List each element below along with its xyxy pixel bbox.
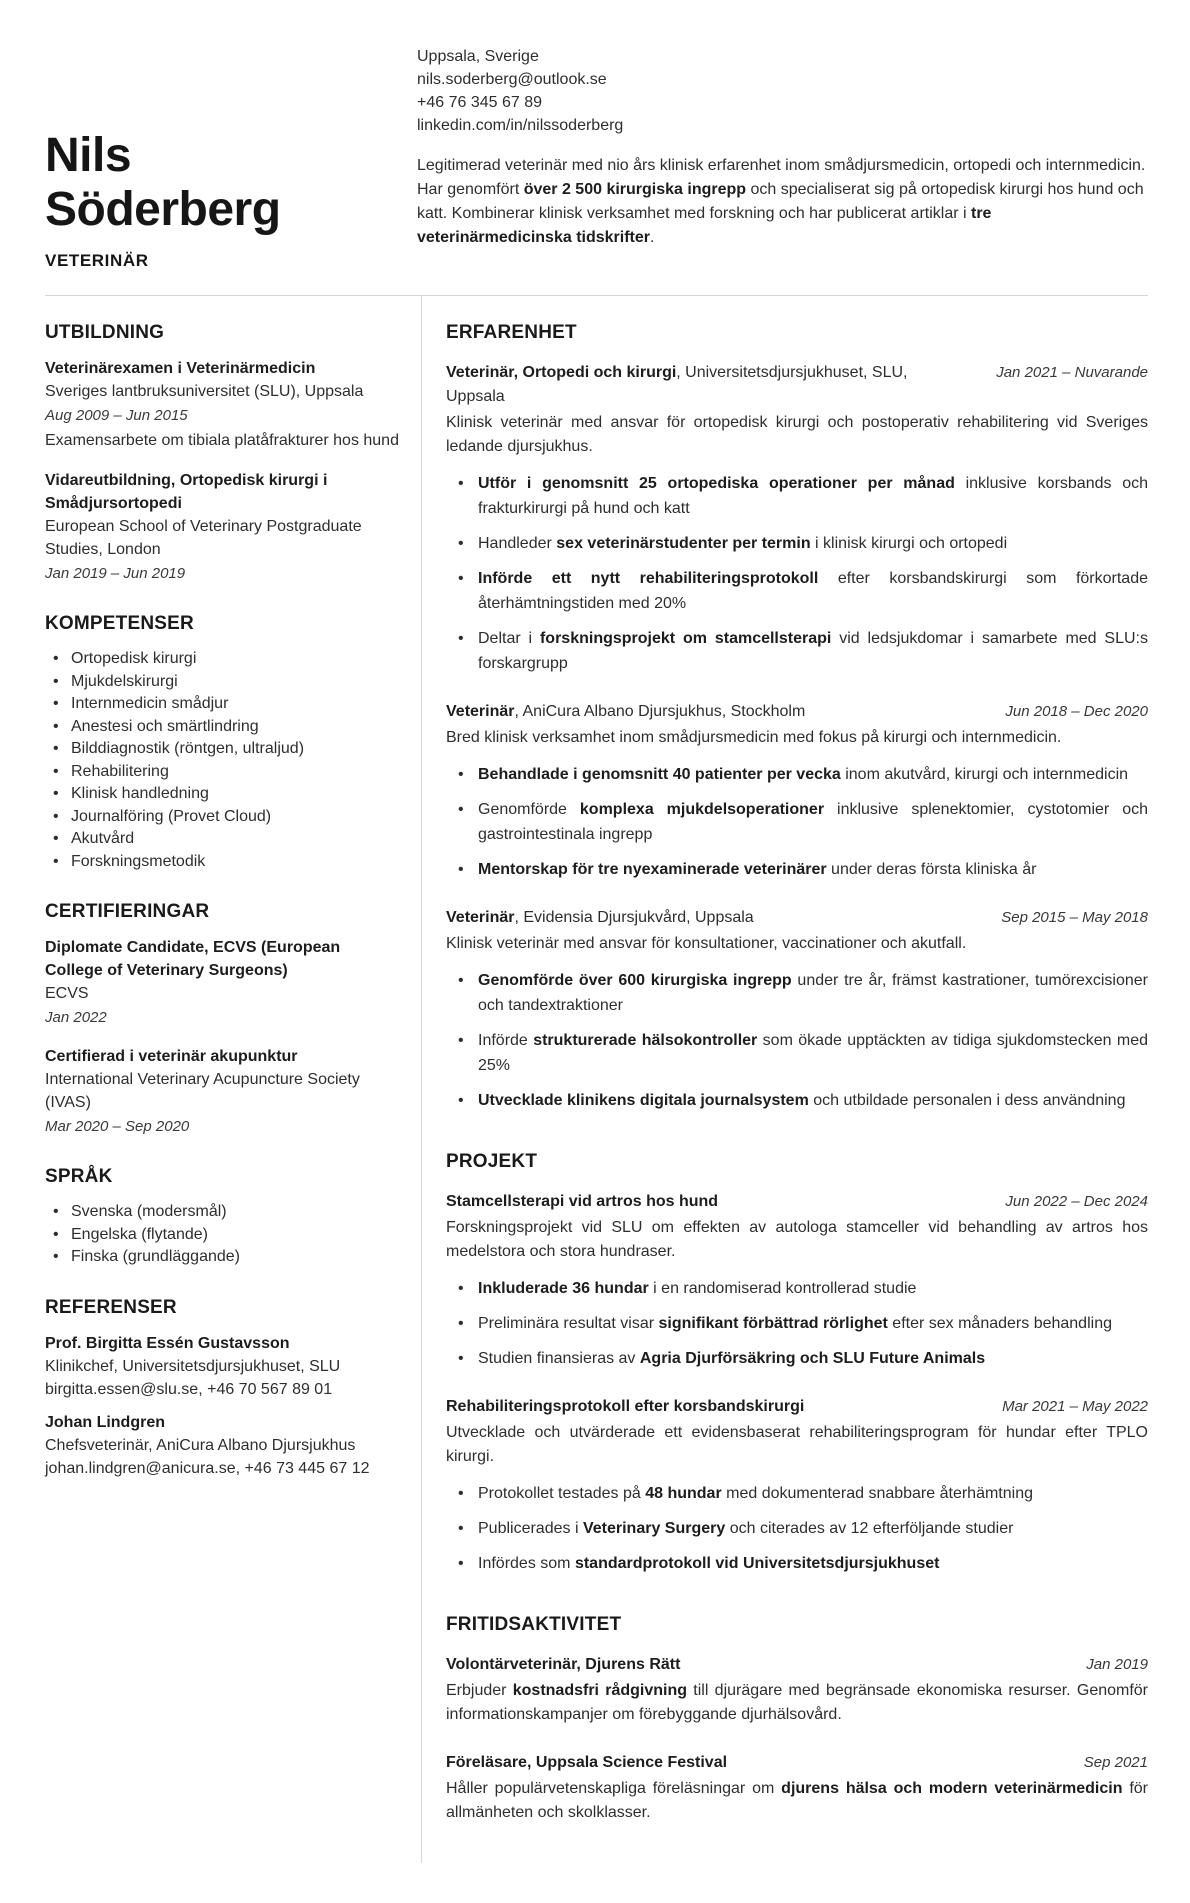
activity-date: Sep 2021: [1083, 1754, 1148, 1771]
contact-line: nils.soderberg@outlook.se: [417, 71, 607, 88]
activities-list: [446, 1653, 1148, 1825]
projects-heading: PROJEKT: [446, 1151, 538, 1172]
emphasis-text: Utför i genomsnitt 25 ortopediska operationer per månad: [478, 475, 955, 492]
section-languages: [45, 1166, 400, 1269]
experience-bullets: [446, 471, 1148, 676]
header-right: [417, 45, 1148, 271]
skill-item: • Akutvård: [45, 828, 400, 851]
education-date: Aug 2009 – Jun 2015: [45, 407, 188, 424]
bullet-item: [446, 1346, 1148, 1371]
plain-text: Preliminära resultat visar: [478, 1315, 659, 1332]
emphasis-text: Genomförde över 600 kirurgiska ingrepp: [478, 972, 792, 989]
experience-date: Jun 2018 – Dec 2020: [1005, 703, 1148, 720]
certification-title: Diplomate Candidate, ECVS (European College of Veterinary Surgeons): [45, 939, 341, 979]
plain-text: Studien finansieras av: [478, 1350, 640, 1367]
plain-text: inom akutvård, kirurgi och internmedicin: [840, 766, 1129, 783]
education-note: Examensarbete om tibiala platåfrakturer hos hund: [45, 432, 399, 449]
emphasis-text: Stamcellsterapi vid artros hos hund: [446, 1193, 719, 1210]
plain-text: och citerades av 12 efterföljande studier: [725, 1520, 1014, 1537]
certifications-list: [45, 936, 400, 1138]
candidate-title: VETERINÄR: [45, 251, 149, 270]
plain-text: Utvecklade och utvärderade ett evidensbaserat rehabiliteringsprogram för hundar efter TPLO kirurgi.: [446, 1424, 1148, 1465]
emphasis-text: kostnadsfri rådgivning: [512, 1682, 688, 1699]
emphasis-text: signifikant förbättrad rörlighet: [658, 1315, 888, 1332]
experience-header: [446, 700, 1148, 724]
section-activities: [446, 1614, 1148, 1825]
section-references: [45, 1297, 400, 1480]
section-certifications: [45, 901, 400, 1138]
education-heading: UTBILDNING: [45, 322, 165, 343]
education-list: [45, 357, 400, 585]
emphasis-text: Veterinär, Ortopedi och kirurgi: [446, 364, 677, 381]
plain-text: Forskningsprojekt vid SLU om effekten av autologa stamceller vid behandling av artros hos medelstora och stora hundraser.: [446, 1219, 1148, 1260]
plain-text: med dokumenterad snabbare återhämtning: [721, 1485, 1033, 1502]
experience-date: Jan 2021 – Nuvarande: [996, 364, 1148, 381]
emphasis-text: Utvecklade klinikens digitala journalsystem: [478, 1092, 809, 1109]
project-date: Mar 2021 – May 2022: [1002, 1398, 1148, 1415]
plain-text: Legitimerad veterinär med nio års klinisk erfarenhet inom smådjursmedicin, ortopedi och internmedicin. Har genomfört: [417, 157, 1146, 198]
education-item: [45, 469, 400, 585]
activity-header: [446, 1751, 1148, 1775]
references-heading: REFERENSER: [45, 1296, 177, 1318]
emphasis-text: forskningsprojekt om stamcellsterapi: [539, 630, 832, 647]
bullet-item: [446, 1088, 1148, 1113]
emphasis-text: Veterinär: [446, 703, 515, 720]
experience-bullets: [446, 762, 1148, 882]
certification-date: Mar 2020 – Sep 2020: [45, 1118, 190, 1135]
experience-date: Sep 2015 – May 2018: [1001, 909, 1148, 926]
plain-text: och specialiserat sig på ortopedisk kirurgi hos hund och katt. Kombinerar klinisk verksamhet med forskning och har publicerat artiklar i: [417, 181, 1144, 222]
skills-list: [45, 648, 400, 873]
emphasis-text: Rehabiliteringsprotokoll efter korsbandskirurgi: [446, 1398, 805, 1415]
activity-entry: [446, 1751, 1148, 1825]
experience-list: [446, 361, 1148, 1113]
plain-text: vid ledsjukdomar i samarbete med SLU:s forskargrupp: [478, 630, 1148, 672]
candidate-name: [45, 129, 417, 237]
project-entry: [446, 1190, 1148, 1371]
activity-title: [446, 1751, 1044, 1775]
experience-title: [446, 700, 965, 724]
language-item: • Finska (grundläggande): [45, 1246, 400, 1269]
experience-entry: [446, 700, 1148, 882]
skill-item: • Rehabilitering: [45, 761, 400, 784]
plain-text: , Universitetsdjursjukhuset, SLU, Uppsala: [446, 364, 908, 405]
certification-item: [45, 936, 400, 1029]
experience-header: [446, 361, 1148, 409]
education-org: Sveriges lantbruksuniversitet (SLU), Uppsala: [45, 383, 364, 400]
certifications-heading: CERTIFIERINGAR: [45, 901, 210, 922]
plain-text: Klinisk veterinär med ansvar för konsultationer, vaccinationer och akutfall.: [446, 935, 967, 952]
bullet-item: [446, 531, 1148, 556]
project-date: Jun 2022 – Dec 2024: [1005, 1193, 1148, 1210]
education-item: [45, 357, 400, 453]
emphasis-text: över 2 500 kirurgiska ingrepp: [523, 181, 747, 198]
emphasis-text: Volontärveterinär, Djurens Rätt: [446, 1656, 681, 1673]
reference-item: [45, 1411, 400, 1480]
reference-contact: birgitta.essen@slu.se, +46 70 567 89 01: [45, 1380, 333, 1398]
plain-text: under deras första kliniska år: [826, 861, 1037, 878]
candidate-last-name: Söderberg: [45, 183, 281, 236]
contact-line: +46 76 345 67 89: [417, 94, 543, 111]
plain-text: inklusive korsbands och frakturkirurgi på hund och katt: [478, 475, 1149, 517]
emphasis-text: 48 hundar: [645, 1485, 722, 1502]
section-experience: [446, 322, 1148, 1113]
certification-date: Jan 2022: [45, 1009, 107, 1026]
skill-item: • Ortopedisk kirurgi: [45, 648, 400, 671]
bullet-item: [446, 857, 1148, 882]
experience-title: [446, 906, 961, 930]
bullet-item: [446, 797, 1148, 847]
project-summary: [446, 1216, 1148, 1264]
bullet-item: [446, 1276, 1148, 1301]
plain-text: Genomförde: [478, 801, 580, 818]
plain-text: , Evidensia Djursjukvård, Uppsala: [514, 909, 754, 926]
reference-name: Johan Lindgren: [45, 1413, 165, 1431]
contact-line: linkedin.com/in/nilssoderberg: [417, 117, 624, 134]
activities-heading: FRITIDSAKTIVITET: [446, 1614, 622, 1635]
emphasis-text: djurens hälsa och modern veterinärmedicin: [781, 1780, 1123, 1797]
education-date: Jan 2019 – Jun 2019: [45, 565, 186, 582]
plain-text: Klinisk veterinär med ansvar för ortopedisk kirurgi och postoperativ rehabilitering vid Sveriges ledande djursjukhus.: [446, 414, 1148, 455]
profile-summary: [417, 154, 1148, 250]
bullet-item: [446, 1028, 1148, 1078]
experience-title: [446, 361, 956, 409]
bullet-item: [446, 762, 1148, 787]
skill-item: • Klinisk handledning: [45, 783, 400, 806]
project-title: [446, 1395, 962, 1419]
language-item: • Engelska (flytande): [45, 1224, 400, 1247]
experience-heading: ERFARENHET: [446, 322, 577, 343]
emphasis-text: Inkluderade 36 hundar: [478, 1280, 649, 1297]
bullet-item: [446, 471, 1148, 521]
bullet-item: [446, 1481, 1148, 1506]
education-title: Vidareutbildning, Ortopedisk kirurgi i Smådjursortopedi: [45, 472, 328, 512]
emphasis-text: strukturerade hälsokontroller: [533, 1032, 758, 1049]
bullet-item: [446, 1516, 1148, 1541]
certification-item: [45, 1045, 400, 1138]
skill-item: • Mjukdelskirurgi: [45, 671, 400, 694]
right-column: [422, 296, 1148, 1863]
skill-item: • Bilddiagnostik (röntgen, ultraljud): [45, 738, 400, 761]
emphasis-text: Föreläsare, Uppsala Science Festival: [446, 1754, 728, 1771]
certification-title: Certifierad i veterinär akupunktur: [45, 1048, 298, 1065]
emphasis-text: Veterinär: [446, 909, 515, 926]
contact-block: [417, 45, 1148, 137]
resume-body: [45, 296, 1148, 1863]
plain-text: som ökade upptäckten av tidiga sjukdomstecken med 25%: [478, 1032, 1148, 1074]
plain-text: Infördes som: [478, 1555, 575, 1572]
plain-text: Bred klinisk verksamhet inom smådjursmedicin med fokus på kirurgi och internmedicin.: [446, 729, 1062, 746]
reference-contact: johan.lindgren@anicura.se, +46 73 445 67 12: [45, 1459, 370, 1477]
bullet-item: [446, 566, 1148, 616]
skill-item: • Anestesi och smärtlindring: [45, 716, 400, 739]
language-item: • Svenska (modersmål): [45, 1201, 400, 1224]
project-entry: [446, 1395, 1148, 1576]
experience-header: [446, 906, 1148, 930]
experience-entry: [446, 906, 1148, 1113]
experience-summary: [446, 932, 1148, 956]
experience-summary: [446, 411, 1148, 459]
experience-bullets: [446, 968, 1148, 1113]
skill-item: • Journalföring (Provet Cloud): [45, 806, 400, 829]
skill-item: • Forskningsmetodik: [45, 851, 400, 874]
emphasis-text: Mentorskap för tre nyexaminerade veterinärer: [478, 861, 827, 878]
reference-role: Klinikchef, Universitetsdjursjukhuset, SLU: [45, 1357, 341, 1375]
reference-name: Prof. Birgitta Essén Gustavsson: [45, 1334, 290, 1352]
name-block: [45, 129, 417, 271]
contact-line: Uppsala, Sverige: [417, 48, 539, 65]
project-bullets: [446, 1276, 1148, 1371]
activity-summary: [446, 1777, 1148, 1825]
experience-summary: [446, 726, 1148, 750]
plain-text: Håller populärvetenskapliga föreläsningar om: [446, 1780, 782, 1797]
activity-title: [446, 1653, 1046, 1677]
candidate-first-name: Nils: [45, 129, 132, 182]
plain-text: Deltar i: [478, 630, 540, 647]
plain-text: efter sex månaders behandling: [887, 1315, 1112, 1332]
plain-text: Handleder: [478, 535, 557, 552]
languages-heading: SPRÅK: [45, 1166, 113, 1187]
plain-text: och utbildade personalen i dess användning: [808, 1092, 1126, 1109]
activity-header: [446, 1653, 1148, 1677]
emphasis-text: sex veterinärstudenter per termin: [556, 535, 811, 552]
section-skills: [45, 613, 400, 873]
project-summary: [446, 1421, 1148, 1469]
plain-text: för allmänheten och skolklasser.: [446, 1780, 1149, 1821]
activity-summary: [446, 1679, 1148, 1727]
bullet-item: [446, 1311, 1148, 1336]
reference-item: [45, 1332, 400, 1401]
plain-text: , AniCura Albano Djursjukhus, Stockholm: [514, 703, 806, 720]
emphasis-text: Införde ett nytt rehabiliteringsprotokoll: [478, 570, 819, 587]
education-org: European School of Veterinary Postgraduate Studies, London: [45, 518, 362, 558]
plain-text: .: [650, 229, 655, 246]
bullet-item: [446, 1551, 1148, 1576]
reference-role: Chefsveterinär, AniCura Albano Djursjukhus: [45, 1436, 356, 1454]
project-header: [446, 1395, 1148, 1419]
plain-text: Protokollet testades på: [478, 1485, 646, 1502]
certification-org: ECVS: [45, 985, 89, 1002]
bullet-item: [446, 968, 1148, 1018]
plain-text: i en randomiserad kontrollerad studie: [648, 1280, 917, 1297]
plain-text: Publicerades i: [478, 1520, 583, 1537]
plain-text: i klinisk kirurgi och ortopedi: [810, 535, 1008, 552]
plain-text: inklusive splenektomier, cystotomier och gastrointestinala ingrepp: [478, 801, 1149, 843]
emphasis-text: standardprotokoll vid Universitetsdjursjukhuset: [574, 1555, 940, 1572]
plain-text: Införde: [478, 1032, 534, 1049]
education-title: Veterinärexamen i Veterinärmedicin: [45, 360, 316, 377]
emphasis-text: Behandlade i genomsnitt 40 patienter per vecka: [478, 766, 841, 783]
emphasis-text: komplexa mjukdelsoperationer: [579, 801, 825, 818]
emphasis-text: tre veterinärmedicinska tidskrifter: [417, 205, 992, 246]
references-list: [45, 1332, 400, 1480]
plain-text: efter korsbandskirurgi som förkortade återhämtningstiden med 20%: [478, 570, 1148, 612]
left-column: [45, 296, 421, 1863]
experience-entry: [446, 361, 1148, 676]
skill-item: • Internmedicin smådjur: [45, 693, 400, 716]
project-header: [446, 1190, 1148, 1214]
bullet-item: [446, 626, 1148, 676]
projects-list: [446, 1190, 1148, 1576]
plain-text: Erbjuder: [446, 1682, 513, 1699]
emphasis-text: Veterinary Surgery: [582, 1520, 726, 1537]
plain-text: till djurägare med begränsade ekonomiska resurser. Genomför informationskampanjer om förebyggande djurhälsovård.: [446, 1682, 1149, 1723]
project-title: [446, 1190, 965, 1214]
activity-date: Jan 2019: [1086, 1656, 1148, 1673]
certification-org: International Veterinary Acupuncture Society (IVAS): [45, 1071, 360, 1111]
activity-entry: [446, 1653, 1148, 1727]
project-bullets: [446, 1481, 1148, 1576]
resume-header: [45, 0, 1148, 271]
emphasis-text: Agria Djurförsäkring och SLU Future Animals: [639, 1350, 986, 1367]
languages-list: [45, 1201, 400, 1269]
skills-heading: KOMPETENSER: [45, 613, 194, 634]
plain-text: under tre år, främst kastrationer, tumörexcisioner och tandextraktioner: [478, 972, 1148, 1014]
section-projects: [446, 1151, 1148, 1576]
section-education: [45, 322, 400, 585]
